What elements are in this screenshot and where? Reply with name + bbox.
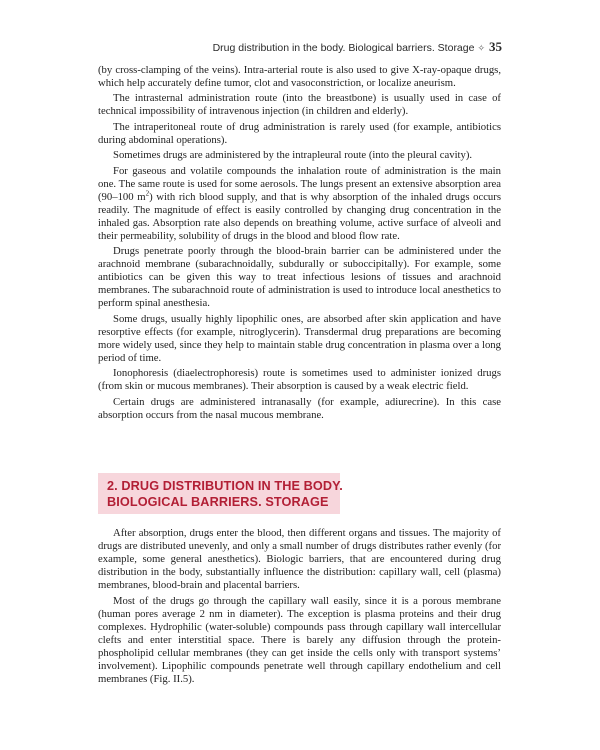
- superscript: 2: [145, 189, 150, 198]
- inhalation-text-rest: ) with rich blood supply, and that is why absorption of the inhaled drugs occurs readily. The magnitude of effect is easily controlled by changing drug concentration in the inhaled gas. Absorption rate also depends on breathing volume, active surface of alveoli and their permeability, solubility of drugs in the blood and blood flow rate.: [98, 190, 501, 242]
- diamond-separator-icon: ✧: [477, 43, 485, 53]
- paragraph: Sometimes drugs are administered by the intrapleural route (into the pleural cavity).: [113, 149, 473, 162]
- paragraph: Most of the drugs go through the capillary wall easily, since it is a porous membrane (human pores average 2 nm in diameter). The exception is plasma proteins and their drug complexes. Hydrophilic (water-soluble) compounds pass through capillary wall intercellular clefts and enter interstitial space. There is barely any diffusion through the protein-phospholipid cellular membranes (they can get inside the cells only with transport systems’ involvement). Lipophilic compounds penetrate well through capillary endothelium and cell membranes (Fig. II.5).: [98, 594, 501, 685]
- body-text-bottom: [98, 527, 501, 686]
- section-heading: [98, 473, 343, 514]
- page-number: 35: [489, 39, 502, 54]
- inhalation-text: For gaseous and volatile compounds the inhalation route of administration is the main one. The same route is used for some aerosols. The lungs present an extensive absorption area (90–100 m: [98, 164, 501, 203]
- paragraph: Ionophoresis (diaelectrophoresis) route is sometimes used to administer ionized drugs (from skin or mucous membranes). Their absorption is caused by a weak electric field.: [98, 367, 501, 393]
- section-heading-line-2: BIOLOGICAL BARRIERS. STORAGE: [107, 495, 329, 509]
- paragraph: The intrasternal administration route (into the breastbone) is usually used in case of technical impossibility of intravenous injection (in children and elderly).: [98, 92, 501, 118]
- paragraph: (by cross-clamping of the veins). Intra-arterial route is also used to give X-ray-opaque drugs, which help accurately define tumor, clot and vasoconstriction, or localize aneurism.: [98, 64, 501, 90]
- paragraph: Some drugs, usually highly lipophilic ones, are absorbed after skin application and have resorptive effects (for example, nitroglycerin). Transdermal drug preparations are becoming more widely used, since they help to maintain stable drug concentration in plasma over a long period of time.: [98, 312, 501, 364]
- paragraph: After absorption, drugs enter the blood, then different organs and tissues. The majority of drugs are distributed unevenly, and only a small number of drugs distributes rather evenly (for example, some general anesthetics). Biologic barriers, that are encountered during drug distribution in the body, substantially influence the distribution: capillary wall, cell (plasma) membranes, blood-brain and placental barriers.: [98, 527, 501, 592]
- body-text-top: [98, 64, 501, 422]
- paragraph: Drugs penetrate poorly through the blood-brain barrier can be administered under the arachnoid membrane (subarachnoidally, subdurally or suboccipitally). For example, some antibiotics can be given this way to treat infectious lesions of tissues and arachnoid membranes. The subarachnoid route of administration is used to introduce local anesthetics to perform spinal anesthesia.: [98, 245, 501, 310]
- paragraph-inhalation: [98, 165, 501, 243]
- section-heading-line-1: 2. DRUG DISTRIBUTION IN THE BODY.: [107, 479, 343, 493]
- running-header: [98, 41, 502, 54]
- running-title: Drug distribution in the body. Biological barriers. Storage: [212, 42, 475, 54]
- paragraph: The intraperitoneal route of drug administration is rarely used (for example, antibiotics during abdominal operations).: [98, 120, 501, 146]
- paragraph: Certain drugs are administered intranasally (for example, adiurecrine). In this case absorption occurs from the nasal mucous membrane.: [98, 395, 501, 421]
